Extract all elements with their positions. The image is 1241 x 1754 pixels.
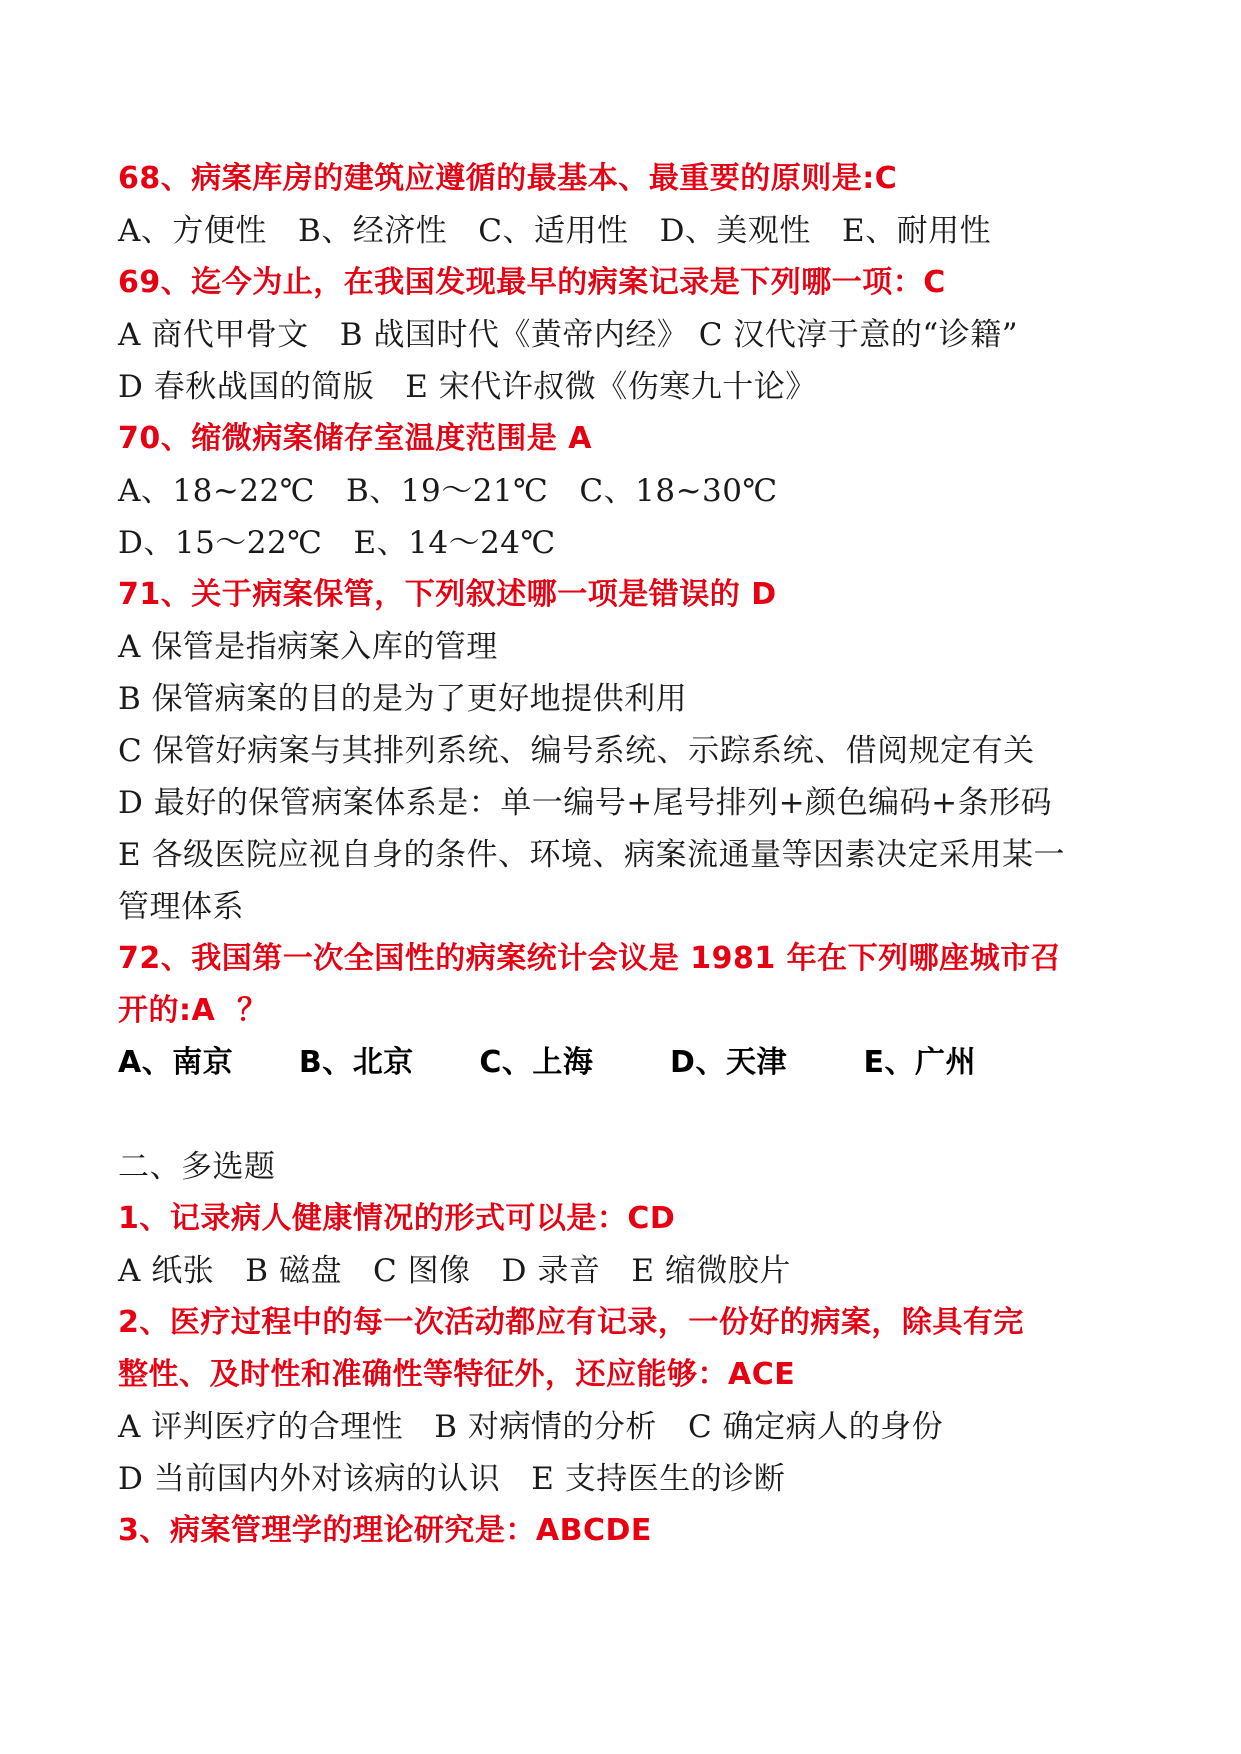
question-70: 70、缩微病案储存室温度范围是 A xyxy=(118,421,592,456)
section-spacer xyxy=(118,1089,1128,1141)
multi-question-2-line1: 2、医疗过程中的每一次活动都应有记录，一份好的病案，除具有完 xyxy=(118,1305,1024,1340)
question-70-options-line1: A、18~22℃ B、19～21℃ C、18~30℃ xyxy=(118,473,778,509)
multi-question-2-options-line1: A 评判医疗的合理性 B 对病情的分析 C 确定病人的身份 xyxy=(118,1409,944,1445)
question-68: 68、病案库房的建筑应遵循的最基本、最重要的原则是:C xyxy=(118,161,898,196)
section-heading: 二、多选题 xyxy=(118,1149,276,1185)
question-69-options-line2: D 春秋战国的简版 E 宋代许叔微《伤寒九十论》 xyxy=(118,369,817,405)
document-page xyxy=(118,153,1128,1557)
question-70-options-line2: D、15～22℃ E、14～24℃ xyxy=(118,525,556,561)
question-69-options-line1: A 商代甲骨文 B 战国时代《黄帝内经》 C 汉代淳于意的“诊籍” xyxy=(118,317,1019,353)
question-68-options: A、方便性 B、经济性 C、适用性 D、美观性 E、耐用性 xyxy=(118,213,992,249)
question-71-option-a: A 保管是指病案入库的管理 xyxy=(118,629,498,665)
question-72-options: A、南京 B、北京 C、上海 D、天津 E、广州 xyxy=(118,1045,977,1080)
multi-question-2-line2: 整性、及时性和准确性等特征外，还应能够：ACE xyxy=(118,1357,796,1392)
question-71: 71、关于病案保管，下列叙述哪一项是错误的 D xyxy=(118,577,777,612)
multi-question-2-options-line2: D 当前国内外对该病的认识 E 支持医生的诊断 xyxy=(118,1461,786,1497)
question-71-option-e-line1: E 各级医院应视自身的条件、环境、病案流通量等因素决定采用某一 xyxy=(118,837,1065,873)
question-71-option-d: D 最好的保管病案体系是：单一编号+尾号排列+颜色编码+条形码 xyxy=(118,785,1053,821)
question-71-option-b: B 保管病案的目的是为了更好地提供利用 xyxy=(118,681,688,717)
question-71-option-c: C 保管好病案与其排列系统、编号系统、示踪系统、借阅规定有关 xyxy=(118,733,1035,769)
question-72-line1: 72、我国第一次全国性的病案统计会议是 1981 年在下列哪座城市召 xyxy=(118,941,1062,976)
multi-question-1-options: A 纸张 B 磁盘 C 图像 D 录音 E 缩微胶片 xyxy=(118,1253,791,1289)
question-72-line2: 开的:A ？ xyxy=(118,993,268,1028)
question-71-option-e-line2: 管理体系 xyxy=(118,889,244,925)
question-69: 69、迄今为止，在我国发现最早的病案记录是下列哪一项：C xyxy=(118,265,946,300)
multi-question-1: 1、记录病人健康情况的形式可以是：CD xyxy=(118,1201,676,1236)
multi-question-3: 3、病案管理学的理论研究是：ABCDE xyxy=(118,1513,652,1548)
